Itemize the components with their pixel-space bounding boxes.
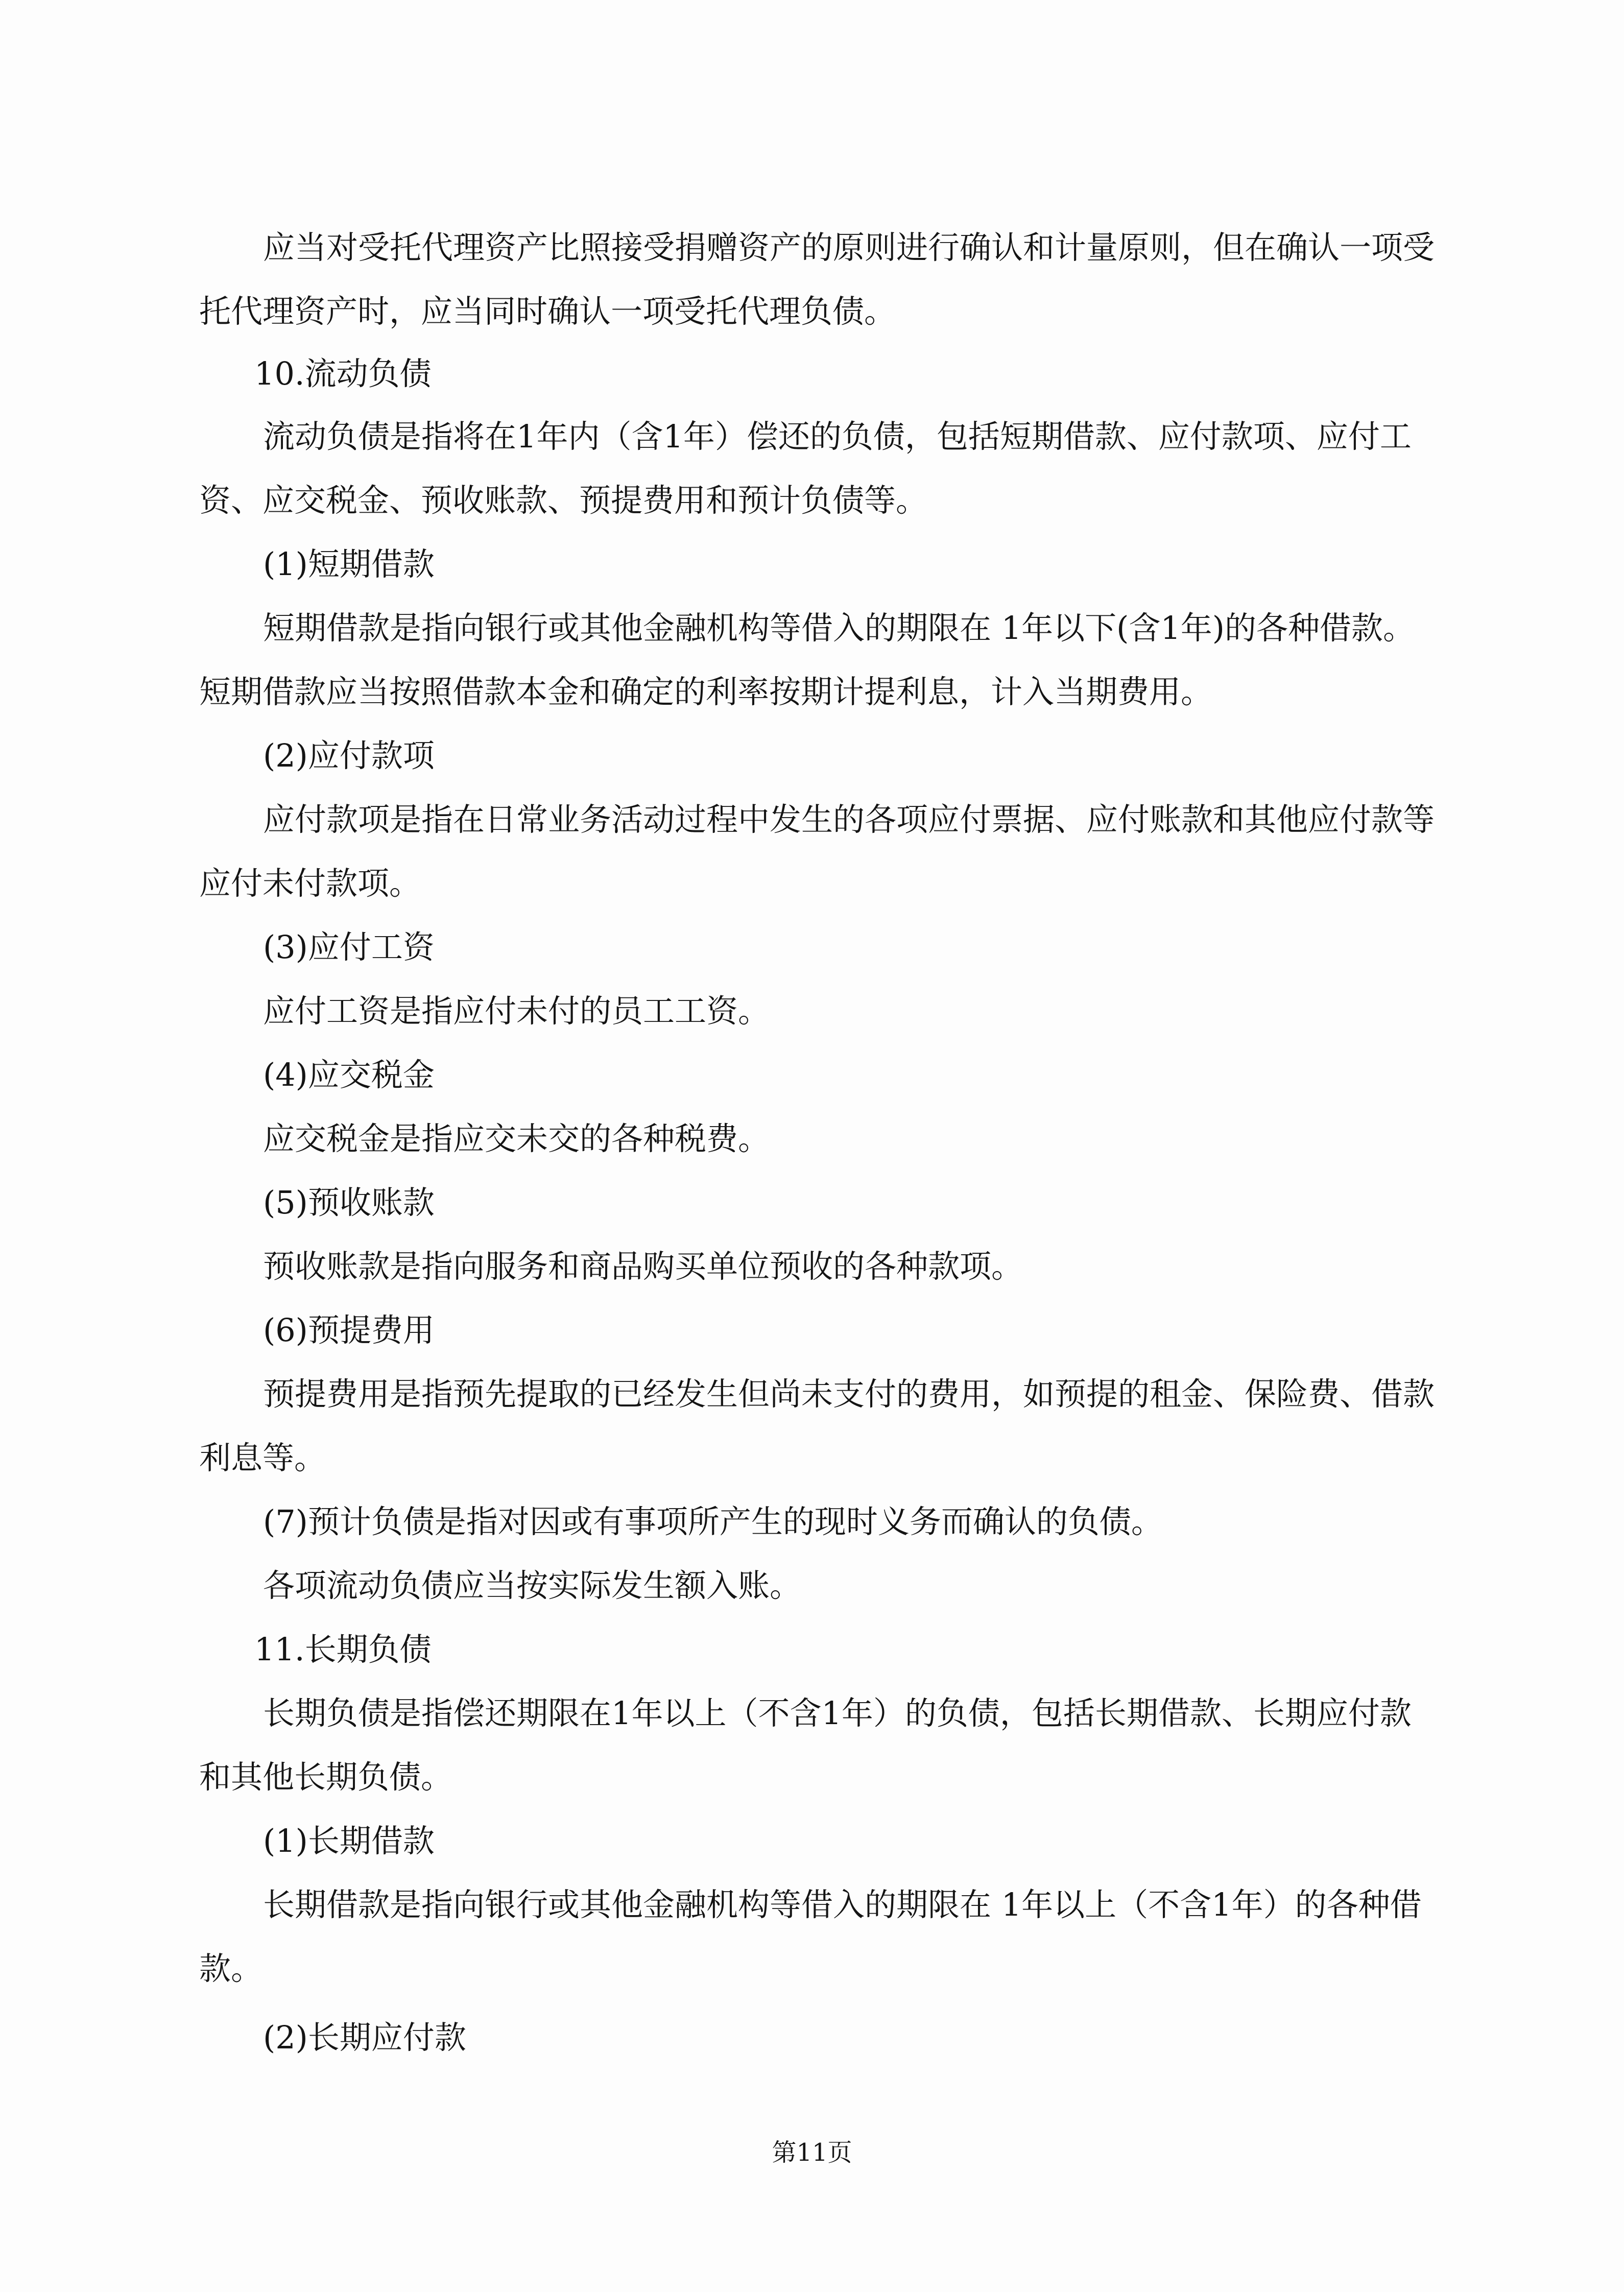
subsection-heading: (3)应付工资 <box>263 928 435 966</box>
paragraph-line: 预提费用是指预先提取的已经发生但尚未支付的费用，如预提的租金、保险费、借款 <box>263 1375 1435 1413</box>
paragraph-line: 短期借款是指向银行或其他金融机构等借入的期限在 1年以下(含1年)的各种借款。 <box>263 609 1415 647</box>
page-number: 第11页 <box>772 2138 852 2167</box>
paragraph-line: 应付工资是指应付未付的员工工资。 <box>263 992 770 1030</box>
subsection-heading: (1)短期借款 <box>263 545 435 583</box>
paragraph-line: 长期借款是指向银行或其他金融机构等借入的期限在 1年以上（不含1年）的各种借 <box>263 1886 1422 1923</box>
paragraph-line: 和其他长期负债。 <box>199 1758 453 1796</box>
paragraph-line: 短期借款应当按照借款本金和确定的利率按期计提利息，计入当期费用。 <box>199 673 1213 710</box>
paragraph-line: 利息等。 <box>199 1439 326 1476</box>
paragraph-line: 流动负债是指将在1年内（含1年）偿还的负债，包括短期借款、应付款项、应付工 <box>263 418 1412 455</box>
paragraph-line: 应交税金是指应交未交的各种税费。 <box>263 1120 770 1157</box>
paragraph-line: 应当对受托代理资产比照接受捐赠资产的原则进行确认和计量原则，但在确认一项受 <box>263 229 1435 266</box>
subsection-heading: (2)应付款项 <box>263 737 435 774</box>
subsection-heading: (4)应交税金 <box>263 1056 435 1093</box>
paragraph-line: 预收账款是指向服务和商品购买单位预收的各种款项。 <box>263 1248 1023 1285</box>
paragraph-line: 款。 <box>199 1950 263 1987</box>
subsection-heading: (1)长期借款 <box>263 1822 435 1859</box>
section-heading: 11.长期负债 <box>254 1631 432 1668</box>
subsection-heading: (5)预收账款 <box>263 1184 435 1221</box>
paragraph-line: 托代理资产时，应当同时确认一项受托代理负债。 <box>199 293 896 330</box>
subsection-heading: (2)长期应付款 <box>263 2019 466 2056</box>
paragraph-line: 应付未付款项。 <box>199 865 421 902</box>
paragraph-line: (7)预计负债是指对因或有事项所产生的现时义务而确认的负债。 <box>263 1503 1163 1540</box>
paragraph-line: 应付款项是指在日常业务活动过程中发生的各项应付票据、应付账款和其他应付款等 <box>263 801 1435 838</box>
subsection-heading: (6)预提费用 <box>263 1311 435 1349</box>
paragraph-line: 长期负债是指偿还期限在1年以上（不含1年）的负债，包括长期借款、长期应付款 <box>263 1694 1412 1732</box>
section-heading: 10.流动负债 <box>254 355 432 392</box>
paragraph-line: 各项流动负债应当按实际发生额入账。 <box>263 1567 802 1604</box>
paragraph-line: 资、应交税金、预收账款、预提费用和预计负债等。 <box>199 482 928 519</box>
